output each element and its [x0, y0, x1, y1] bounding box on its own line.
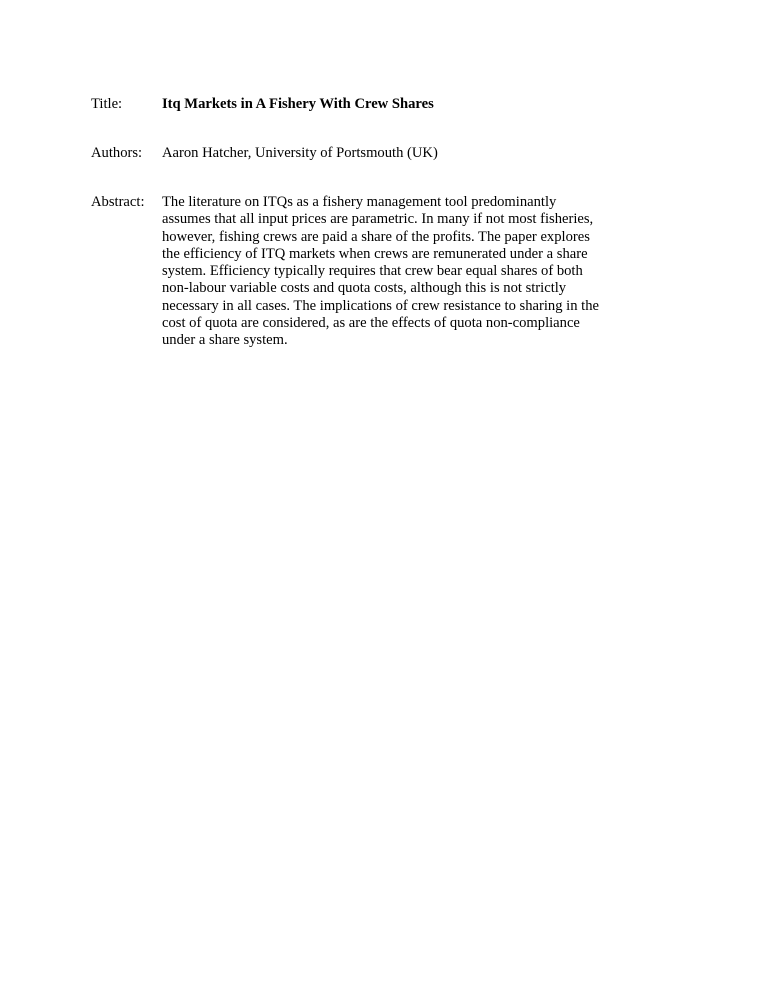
abstract-line: the efficiency of ITQ markets when crews are remunerated under a share: [162, 245, 588, 262]
abstract-line: necessary in all cases. The implications of crew resistance to sharing in the: [162, 297, 599, 314]
paper-title: Itq Markets in A Fishery With Crew Shares: [162, 96, 434, 112]
abstract-line: system. Efficiency typically requires that crew bear equal shares of both: [162, 263, 583, 280]
abstract-line: non-labour variable costs and quota costs, although this is not strictly: [162, 280, 567, 297]
abstract-label: Abstract:: [91, 194, 145, 210]
abstract-line: The literature on ITQs as a fishery management tool predominantly: [162, 194, 557, 210]
abstract-line: assumes that all input prices are parametric. In many if not most fisheries,: [162, 211, 594, 228]
paper-authors: Aaron Hatcher, University of Portsmouth (UK): [162, 145, 438, 161]
title-label: Title:: [91, 96, 123, 112]
authors-row: [91, 145, 438, 162]
abstract-line: however, fishing crews are paid a share of the profits. The paper explores: [162, 228, 590, 245]
abstract-text: [162, 194, 599, 350]
title-row: [91, 96, 434, 113]
abstract-line: cost of quota are considered, as are the effects of quota non-compliance: [162, 315, 580, 332]
abstract-row: [91, 194, 599, 350]
authors-label: Authors:: [91, 145, 143, 161]
abstract-line: under a share system.: [162, 332, 288, 349]
